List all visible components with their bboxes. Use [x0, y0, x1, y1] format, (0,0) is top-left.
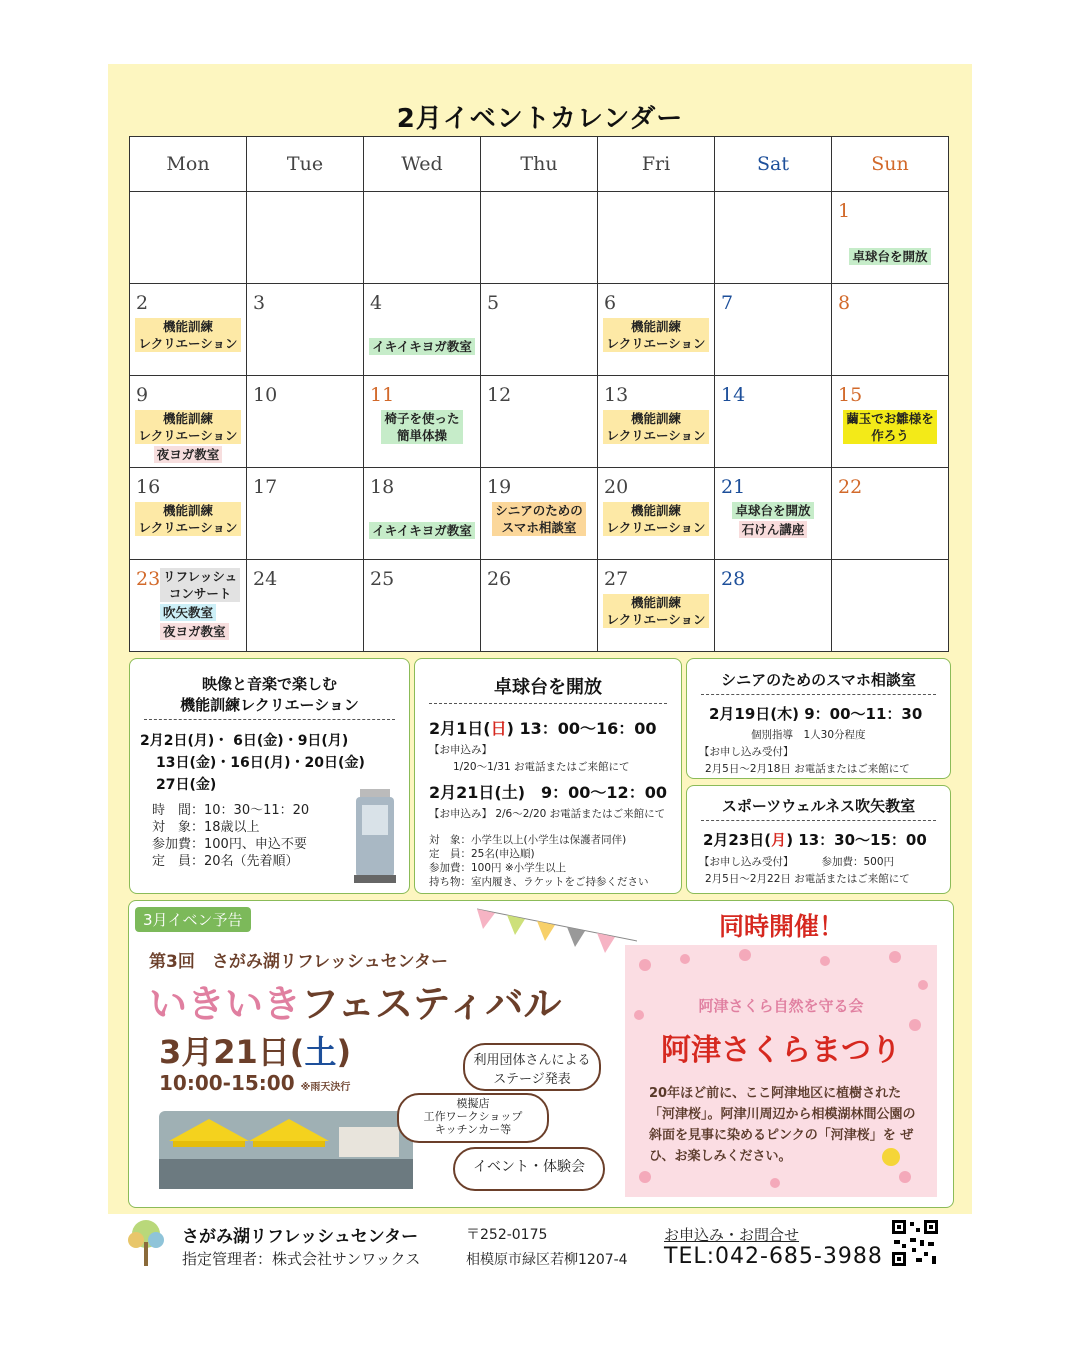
calendar-day — [130, 376, 247, 468]
fukiya-fee: 参加費：500円 — [821, 856, 895, 868]
calendar-day — [247, 560, 364, 652]
address: 相模原市緑区若柳1207-4 — [466, 1252, 628, 1268]
day-number: 13 — [604, 384, 629, 406]
fukiya-title: スポーツウェルネス吹矢教室 — [721, 797, 916, 815]
fukiya-apply-2: 2月5日～2月22日 お電話またはご来館にて — [705, 873, 910, 885]
calendar-day — [130, 468, 247, 560]
sakura-description: 20年ほど前に、ここ阿津地区に植樹された「河津桜」。阿津川周辺から相模湖林間公園の斜面を見事に染めるピンクの「河津桜」を ぜひ、お楽しみください。 — [649, 1086, 916, 1164]
qr-code-icon[interactable] — [890, 1218, 940, 1268]
audio-device-image — [352, 787, 398, 887]
rec-dates-2: 13日(金)・16日(月)・20日(金) — [156, 755, 365, 771]
calendar-day — [481, 376, 598, 468]
pingpong-target: 対 象：小学生以上(小学生は保護者同伴) — [429, 834, 627, 846]
day-events — [715, 502, 831, 538]
day-number: 25 — [370, 568, 395, 590]
calendar-grid — [129, 136, 949, 652]
phone-title: シニアのためのスマホ相談室 — [721, 671, 916, 689]
calendar-day — [364, 376, 481, 468]
event-label: シニアのための スマホ相談室 — [492, 502, 586, 536]
flyer-sheet — [108, 64, 972, 1214]
day-number: 18 — [370, 476, 395, 498]
rec-dates-1: 2月2日(月)・ 6日(金)・9日(月) — [140, 733, 349, 749]
day-events — [598, 318, 714, 352]
pingpong-capacity: 定 員：25名(申込順) — [429, 848, 535, 860]
march-tag: 3月イベン予告 — [135, 907, 251, 932]
day-number: 1 — [838, 200, 851, 222]
tel-number[interactable]: TEL:042-685-3988 — [664, 1244, 883, 1269]
calendar-day — [832, 284, 949, 376]
day-number: 17 — [253, 476, 278, 498]
calendar-day — [247, 376, 364, 468]
weekday-header: Mon — [130, 137, 247, 192]
rec-time: 時 間：10：30～11：20 — [152, 803, 310, 818]
weekday-header: Tue — [247, 137, 364, 192]
event-label: 機能訓練 レクリエーション — [603, 318, 708, 352]
calendar-week — [130, 284, 949, 376]
day-number: 6 — [604, 292, 617, 314]
phone-note: 個別指導 1人30分程度 — [751, 729, 866, 741]
calendar-day — [481, 284, 598, 376]
calendar-week — [130, 376, 949, 468]
day-number: 7 — [721, 292, 734, 314]
event-label: 夜ヨガ教室 — [154, 446, 223, 463]
day-number: 4 — [370, 292, 383, 314]
event-label: イキイキヨガ教室 — [369, 338, 475, 355]
day-number: 19 — [487, 476, 512, 498]
calendar-day — [832, 468, 949, 560]
calendar-day — [130, 192, 247, 284]
pingpong-bring: 持ち物：室内履き、ラケットをご持参ください — [429, 876, 649, 888]
calendar-day — [598, 192, 715, 284]
calendar-day — [130, 284, 247, 376]
day-number: 15 — [838, 384, 863, 406]
calendar-day — [247, 468, 364, 560]
phone-apply-2: 2月5日～2月18日 お電話またはご来館にて — [705, 763, 910, 775]
stage-pill: 利用団体さんによる ステージ発表 — [463, 1043, 601, 1091]
day-number: 16 — [136, 476, 161, 498]
day-number: 21 — [721, 476, 746, 498]
festival-title: いきいきフェスティバル — [149, 982, 562, 1026]
calendar-day — [832, 192, 949, 284]
day-number: 5 — [487, 292, 500, 314]
festival-date: 3月21日(土) — [159, 1033, 352, 1071]
day-number: 27 — [604, 568, 629, 590]
day-events — [364, 410, 480, 444]
day-events — [832, 410, 948, 444]
event-label: 卓球台を開放 — [849, 248, 930, 265]
weekday-header: Sun — [832, 137, 949, 192]
pingpong-apply-1: 【お申込み】 — [429, 744, 492, 756]
day-number: 10 — [253, 384, 278, 406]
weekday-header: Thu — [481, 137, 598, 192]
calendar-day — [247, 192, 364, 284]
sakura-title: 阿津さくらまつり — [661, 1033, 901, 1068]
pingpong-title: 卓球台を開放 — [494, 677, 602, 698]
smartphone-info-box — [686, 658, 951, 779]
event-label: 吹矢教室 — [160, 604, 216, 621]
calendar-day — [832, 560, 949, 652]
phone-apply: 【お申し込み受付】 — [699, 746, 794, 758]
event-label: 椅子を使った 簡単体操 — [381, 410, 462, 444]
day-events — [832, 248, 948, 265]
zip-code: 〒252-0175 — [466, 1227, 548, 1243]
rec-info-box — [129, 658, 410, 894]
calendar-day — [715, 376, 832, 468]
fukiya-info-box — [686, 785, 951, 894]
contact-label: お申込み・お問合せ — [664, 1226, 800, 1244]
day-events — [364, 318, 480, 355]
calendar-day — [715, 468, 832, 560]
day-number: 11 — [370, 384, 395, 406]
manager-name: 指定管理者：株式会社サンワックス — [182, 1250, 421, 1268]
pingpong-apply-1b: 1/20～1/31 お電話またはご来館にて — [453, 761, 630, 773]
calendar-day — [481, 560, 598, 652]
day-events — [130, 502, 246, 536]
day-number: 24 — [253, 568, 278, 590]
event-label: 機能訓練 レクリエーション — [135, 318, 240, 352]
rec-target: 対 象：18歳以上 — [152, 820, 260, 835]
event-label: 機能訓練 レクリエーション — [603, 502, 708, 536]
calendar-week — [130, 560, 949, 652]
calendar-week — [130, 468, 949, 560]
festival-time: 10:00-15:00 ※雨天決行 — [159, 1071, 351, 1095]
calendar-day — [715, 560, 832, 652]
day-events — [130, 410, 246, 463]
same-time-label: 同時開催！ — [719, 912, 845, 941]
calendar-day — [481, 192, 598, 284]
day-number: 23 — [136, 568, 161, 590]
sakura-panel — [625, 945, 937, 1197]
event-label: 機能訓練 レクリエーション — [603, 410, 708, 444]
event-label: 機能訓練 レクリエーション — [135, 410, 240, 444]
center-name: さがみ湖リフレッシュセンター — [182, 1227, 419, 1247]
day-events — [598, 594, 714, 628]
divider — [701, 820, 936, 821]
event-label: イキイキヨガ教室 — [369, 522, 475, 539]
day-number: 9 — [136, 384, 149, 406]
march-preview-section — [128, 900, 954, 1208]
day-events — [481, 502, 597, 536]
calendar-day — [598, 468, 715, 560]
tents-photo — [159, 1111, 413, 1189]
pingpong-date-1: 2月1日(日) 13：00～16：00 — [429, 719, 657, 738]
calendar-day — [832, 376, 949, 468]
calendar-day — [364, 192, 481, 284]
event-label: 卓球台を開放 — [732, 502, 813, 519]
day-events — [598, 502, 714, 536]
calendar-day — [364, 560, 481, 652]
calendar-day — [130, 560, 247, 652]
day-number: 20 — [604, 476, 629, 498]
day-number: 12 — [487, 384, 512, 406]
rec-title-2: 機能訓練レクリエーション — [180, 696, 359, 714]
rec-dates-3: 27日(金) — [156, 777, 217, 793]
pingpong-apply-2: 【お申込み】 2/6～2/20 お電話またはご来館にて — [429, 808, 666, 820]
tree-logo-icon — [124, 1218, 168, 1268]
fukiya-date: 2月23日(月) 13：30～15：00 — [703, 831, 927, 849]
event-pill: イベント・体験会 — [453, 1147, 605, 1191]
shop-pill: 模擬店 工作ワークショップ キッチンカー等 — [397, 1093, 549, 1143]
calendar-day — [598, 560, 715, 652]
calendar-day — [715, 192, 832, 284]
pingpong-date-2: 2月21日(土) 9：00～12：00 — [429, 783, 667, 802]
calendar-day — [715, 284, 832, 376]
day-events — [130, 318, 246, 352]
divider — [429, 703, 667, 704]
calendar-day — [598, 376, 715, 468]
calendar-day — [481, 468, 598, 560]
event-label: リフレッシュ コンサート — [160, 568, 240, 602]
calendar-week — [130, 192, 949, 284]
page-title: 2月イベントカレンダー — [396, 104, 684, 134]
pingpong-info-box — [414, 658, 682, 894]
weekday-header: Wed — [364, 137, 481, 192]
rec-fee: 参加費：100円、申込不要 — [152, 837, 307, 852]
day-number: 14 — [721, 384, 746, 406]
phone-date: 2月19日(木) 9：00～11：30 — [709, 705, 923, 723]
day-number: 3 — [253, 292, 266, 314]
event-label: 繭玉でお雛様を 作ろう — [843, 410, 937, 444]
event-label: 石けん講座 — [739, 521, 808, 538]
calendar-day — [598, 284, 715, 376]
weekday-header: Fri — [598, 137, 715, 192]
calendar-day — [364, 284, 481, 376]
day-events — [598, 410, 714, 444]
event-label: 機能訓練 レクリエーション — [603, 594, 708, 628]
march-subtitle: 第3回 さがみ湖リフレッシュセンター — [149, 952, 448, 972]
fukiya-apply: 【お申し込み受付】 — [699, 856, 794, 868]
sakura-organization: 阿津さくら自然を守る会 — [698, 997, 864, 1015]
event-label: 機能訓練 レクリエーション — [135, 502, 240, 536]
day-number: 8 — [838, 292, 851, 314]
calendar-day — [364, 468, 481, 560]
day-number: 22 — [838, 476, 863, 498]
day-number: 2 — [136, 292, 149, 314]
day-number: 26 — [487, 568, 512, 590]
rec-capacity: 定 員：20名（先着順） — [152, 854, 299, 869]
divider — [701, 694, 936, 695]
divider — [144, 719, 395, 720]
day-events — [364, 502, 480, 539]
day-number: 28 — [721, 568, 746, 590]
day-events — [160, 568, 246, 640]
weekday-header: Sat — [715, 137, 832, 192]
footer — [108, 1214, 972, 1284]
calendar-day — [247, 284, 364, 376]
rec-title-1: 映像と音楽で楽しむ — [201, 675, 337, 693]
pingpong-fee: 参加費：100円 ※小学生以上 — [429, 862, 567, 874]
event-label: 夜ヨガ教室 — [160, 623, 229, 640]
bunting-decoration — [477, 901, 637, 961]
